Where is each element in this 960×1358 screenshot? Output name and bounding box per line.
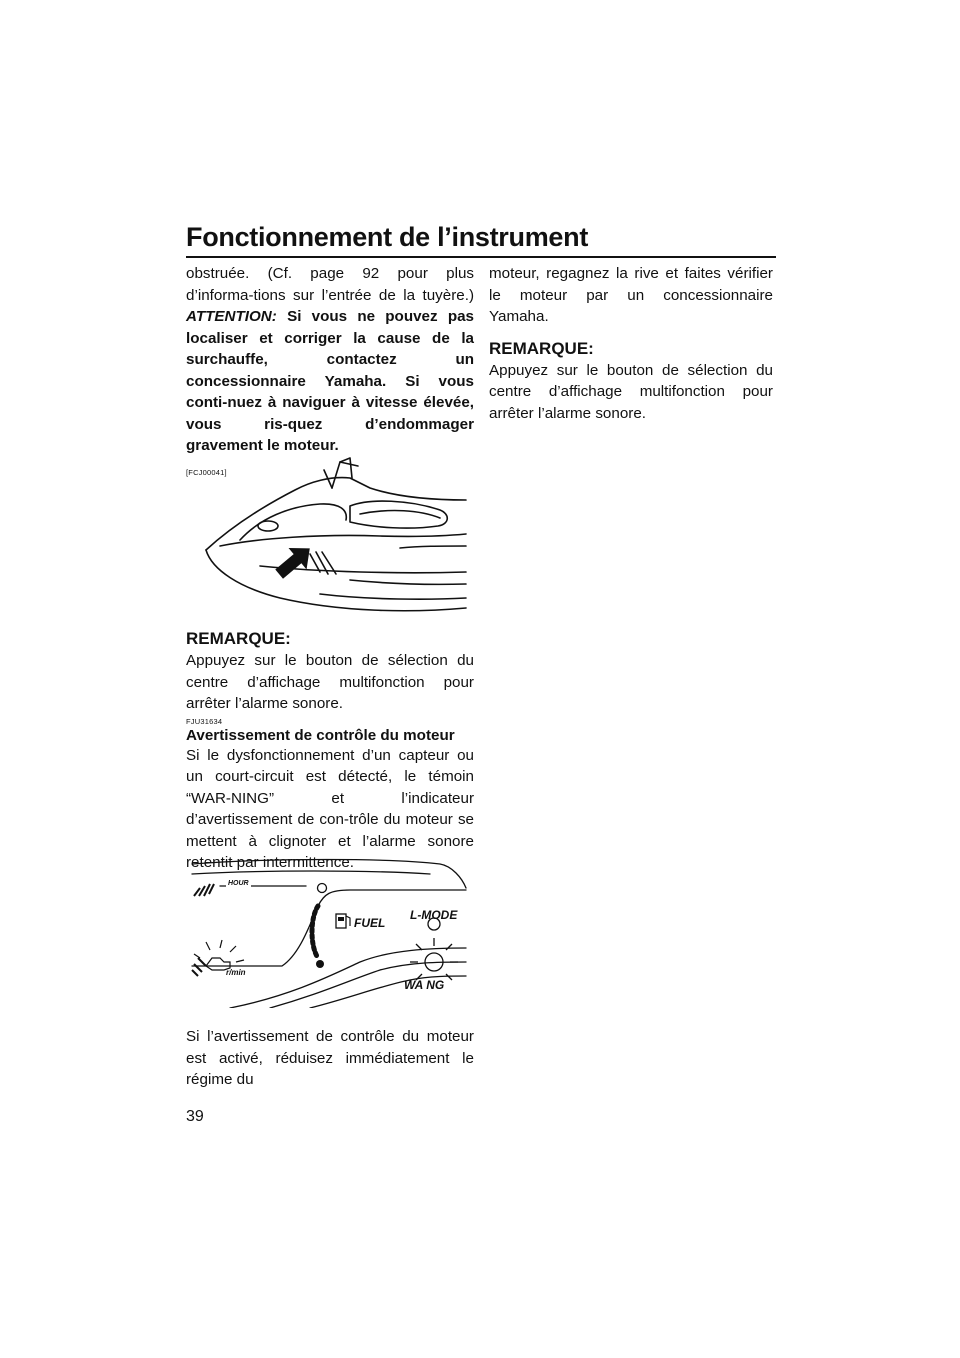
hour-label: HOUR bbox=[228, 880, 249, 887]
warning-label: WA NG bbox=[404, 978, 445, 992]
header-rule bbox=[186, 256, 776, 258]
lmode-label: L-MODE bbox=[410, 908, 458, 922]
fuel-label: FUEL bbox=[354, 916, 386, 930]
right-remarque-heading: REMARQUE: bbox=[489, 338, 594, 358]
fuel-pump-icon bbox=[336, 914, 350, 928]
tachometer-ticks-top bbox=[194, 884, 214, 896]
left-column-top bbox=[186, 263, 474, 478]
attention-label: ATTENTION: bbox=[186, 308, 277, 325]
remarque-text: Appuyez sur le bouton de sélection du centre d’affichage multifonction pour arrêter l’alarme sonore. bbox=[186, 652, 474, 712]
remarque-heading: REMARQUE: bbox=[186, 629, 291, 648]
instrument-figure bbox=[190, 858, 474, 1008]
paragraph-avertissement-active: Si l’avertissement de contrôle du moteur est activé, réduisez immédiatement le régime du bbox=[186, 1028, 474, 1088]
paragraph-obstruee bbox=[186, 263, 474, 457]
section-text: Si le dysfonctionnement d’un capteur ou un court-circuit est détecté, le témoin “WAR-NING” et l’indicateur d’avertissement de con-trôle du moteur se mettent à clignoter et l’alarme sonore retentit par intermittence. bbox=[186, 746, 474, 871]
attention-text: Si vous ne pouvez pas localiser et corriger la cause de la surchauffe, contactez un concessionnaire Yamaha. Si vous conti-nuez à naviguer à vitesse élevée, vous ris-quez d’endommager gravement le moteur. bbox=[186, 308, 474, 454]
page-number: 39 bbox=[186, 1108, 204, 1125]
right-remarque-text: Appuyez sur le bouton de sélection du centre d’affichage multifonction pour arrêter l’alarme sonore. bbox=[489, 361, 773, 422]
tachometer-ticks-bottom bbox=[192, 958, 206, 976]
section-code: FJU31634 bbox=[186, 716, 223, 726]
left-column-middle bbox=[186, 628, 474, 874]
left-column-bottom bbox=[186, 1026, 474, 1091]
page-title: Fonctionnement de l’instrument bbox=[186, 222, 589, 252]
warning-flash-icon bbox=[410, 938, 458, 980]
paragraph-obstruee-text: obstruée. (Cf. page 92 pour plus d’informa-tions sur l’entrée de la tuyère.) bbox=[186, 265, 474, 304]
section-heading: Avertissement de contrôle du moteur bbox=[186, 726, 455, 744]
rmin-label: r/min bbox=[226, 968, 246, 977]
watercraft-figure bbox=[200, 448, 470, 620]
right-column bbox=[489, 263, 773, 424]
reference-code: [FCJ00041] bbox=[186, 467, 227, 477]
paragraph-regagnez-rive: moteur, regagnez la rive et faites vérifier le moteur par un concessionnaire Yamaha. bbox=[489, 265, 773, 325]
